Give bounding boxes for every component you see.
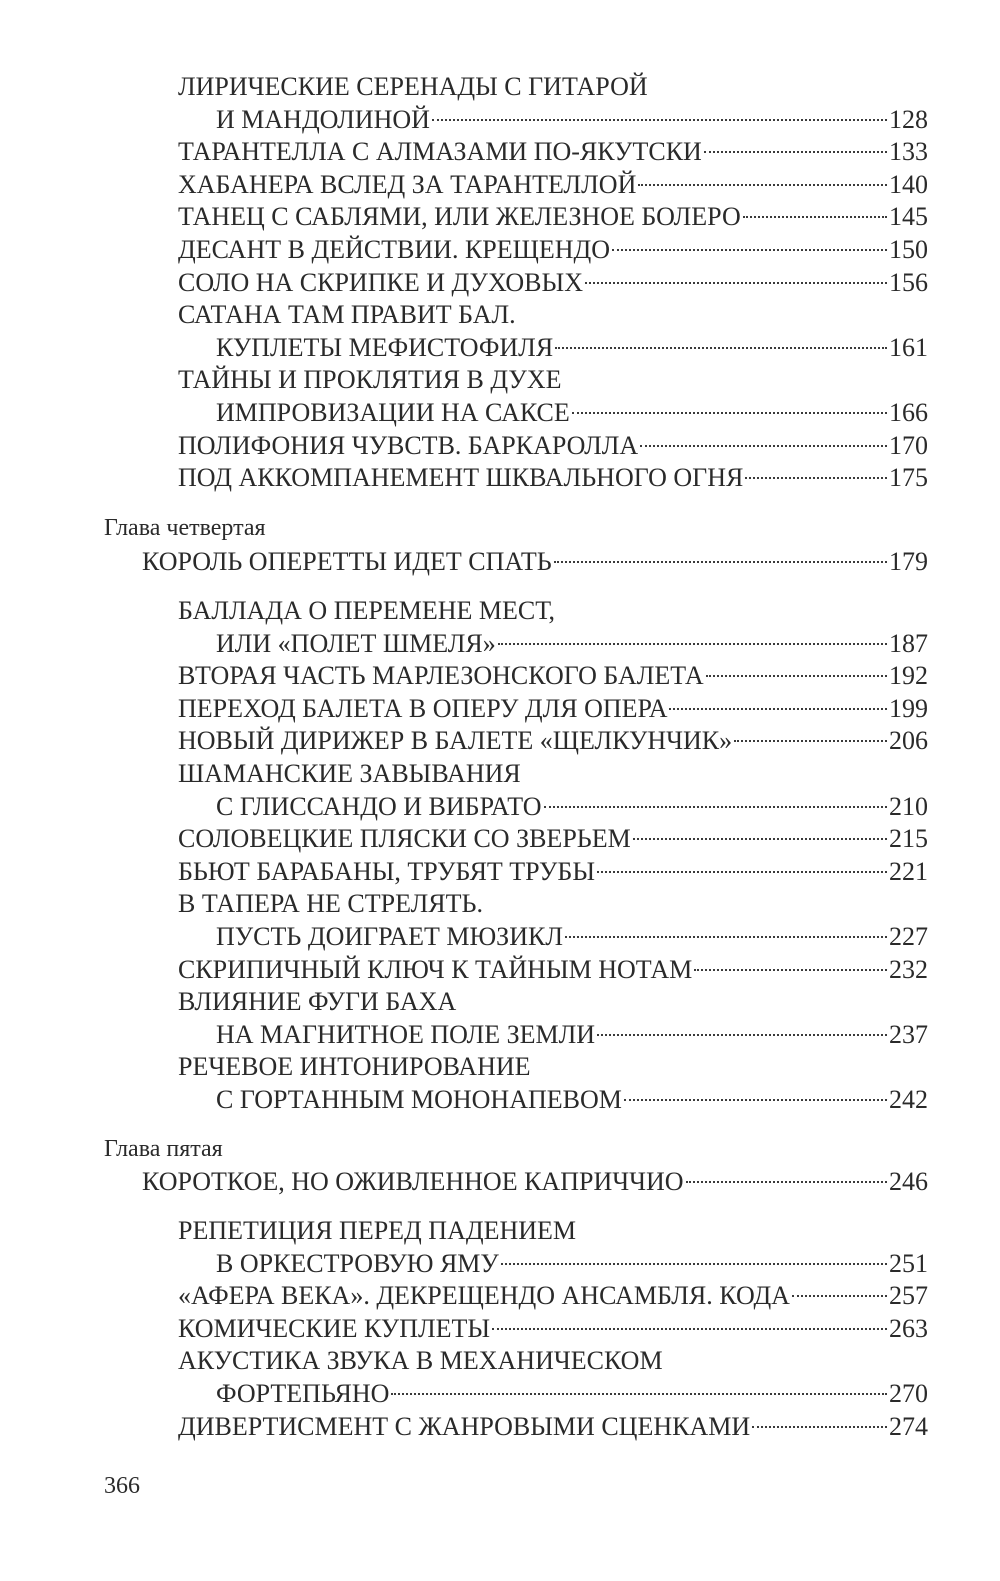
- toc-page-number: 170: [889, 430, 928, 460]
- dot-leader: [597, 1034, 887, 1036]
- dot-leader: [585, 282, 887, 284]
- toc-entry-title: ШАМАНСКИЕ ЗАВЫВАНИЯ: [178, 759, 521, 788]
- toc-entry-title: ВТОРАЯ ЧАСТЬ МАРЛЕЗОНСКОГО БАЛЕТА: [178, 661, 704, 691]
- dot-leader: [554, 561, 887, 563]
- toc-entry: [178, 953, 928, 987]
- toc-entry-title: ПУСТЬ ДОИГРАЕТ МЮЗИКЛ: [216, 922, 563, 951]
- toc-entry-title: ДИВЕРТИСМЕНТ С ЖАНРОВЫМИ СЦЕНКАМИ: [178, 1411, 751, 1441]
- toc-entry-title: РЕЧЕВОЕ ИНТОНИРОВАНИЕ: [178, 1052, 531, 1082]
- toc-entry-line: [178, 1214, 576, 1248]
- toc-entry: [216, 396, 928, 430]
- toc-page-number: 192: [889, 661, 928, 691]
- toc-entry-line: [178, 70, 648, 104]
- toc-entry-title: ТАНЕЦ С САБЛЯМИ, ИЛИ ЖЕЛЕЗНОЕ БОЛЕРО: [178, 202, 741, 232]
- toc-entry-title: ХАБАНЕРА ВСЛЕД ЗА ТАРАНТЕЛЛОЙ: [178, 169, 637, 199]
- dot-leader: [612, 249, 887, 251]
- dot-leader: [752, 1426, 887, 1428]
- toc-entry: [178, 1410, 928, 1444]
- toc-entry-title: ДЕСАНТ В ДЕЙСТВИИ. КРЕЩЕНДО: [178, 235, 611, 264]
- dot-leader: [501, 1263, 887, 1265]
- toc-page-number: 221: [889, 856, 928, 886]
- toc-entry: [216, 1018, 928, 1052]
- toc-entry-title: ПОД АККОМПАНЕМЕНТ ШКВАЛЬНОГО ОГНЯ: [178, 463, 744, 493]
- toc-entry-title: ИМПРОВИЗАЦИИ НА САКСЕ: [216, 398, 570, 427]
- toc-page-number: 166: [889, 398, 928, 427]
- toc-entry-title: «АФЕРА ВЕКА». ДЕКРЕЩЕНДО АНСАМБЛЯ. КОДА: [178, 1281, 790, 1311]
- toc-entry-line: [178, 887, 483, 921]
- toc-entry: [216, 790, 928, 824]
- toc-entry-line: [178, 594, 555, 628]
- toc-entry-line: [178, 1050, 531, 1084]
- toc-entry: [178, 855, 928, 889]
- dot-leader: [706, 675, 887, 677]
- toc-entry-title: ПЕРЕХОД БАЛЕТА В ОПЕРУ ДЛЯ ОПЕРА: [178, 693, 668, 723]
- toc-entry: [216, 1083, 928, 1117]
- toc-page-number: 227: [889, 922, 928, 951]
- toc-page-number: 133: [889, 137, 928, 167]
- toc-page-number: 187: [889, 628, 928, 658]
- toc-entry: [178, 429, 928, 463]
- toc-page-number: 156: [889, 267, 928, 297]
- toc-entry-title: АКУСТИКА ЗВУКА В МЕХАНИЧЕСКОМ: [178, 1346, 663, 1376]
- dot-leader: [633, 838, 887, 840]
- toc-entry-title: ИЛИ «ПОЛЕТ ШМЕЛЯ»: [216, 628, 496, 658]
- toc-entry-title: КУПЛЕТЫ МЕФИСТОФИЛЯ: [216, 332, 554, 362]
- toc-entry-title: ФОРТЕПЬЯНО: [216, 1379, 390, 1408]
- toc-entry: [178, 724, 928, 758]
- toc-entry: [216, 920, 928, 954]
- chapter-label: Глава пятая: [104, 1136, 223, 1162]
- toc-entry: [216, 627, 928, 661]
- toc-entry-title: КОМИЧЕСКИЕ КУПЛЕТЫ: [178, 1313, 491, 1343]
- toc-entry: [178, 822, 928, 856]
- toc-page-number: 215: [889, 824, 928, 854]
- page-number: 366: [104, 1473, 140, 1499]
- toc-entry-title: СКРИПИЧНЫЙ КЛЮЧ К ТАЙНЫМ НОТАМ: [178, 954, 693, 984]
- toc-entry: [178, 1312, 928, 1346]
- toc-page-number: 175: [889, 463, 928, 493]
- dot-leader: [745, 477, 887, 479]
- chapter-label: Глава четвертая: [104, 515, 266, 541]
- toc-page-number: 140: [889, 169, 928, 199]
- toc-entry: [178, 692, 928, 726]
- toc-entry: [178, 135, 928, 169]
- toc-entry: [216, 103, 928, 137]
- dot-leader: [743, 216, 887, 218]
- dot-leader: [669, 708, 887, 710]
- toc-page-number: 274: [889, 1411, 928, 1441]
- toc-entry-title: БЬЮТ БАРАБАНЫ, ТРУБЯТ ТРУБЫ: [178, 856, 596, 886]
- dot-leader: [432, 119, 887, 121]
- toc-entry-title: СОЛО НА СКРИПКЕ И ДУХОВЫХ: [178, 267, 583, 297]
- toc-entry: [142, 1165, 928, 1199]
- toc-entry: [216, 1247, 928, 1281]
- toc-entry-title: ТАРАНТЕЛЛА С АЛМАЗАМИ ПО-ЯКУТСКИ: [178, 137, 702, 167]
- toc-entry: [178, 461, 928, 495]
- dot-leader: [734, 740, 887, 742]
- toc-entry-title: ВЛИЯНИЕ ФУГИ БАХА: [178, 987, 457, 1017]
- toc-page-number: 237: [889, 1019, 928, 1049]
- toc-entry: [216, 1377, 928, 1411]
- toc-entry-title: КОРОЛЬ ОПЕРЕТТЫ ИДЕТ СПАТЬ: [142, 547, 552, 576]
- dot-leader: [638, 184, 887, 186]
- toc-entry: [142, 545, 928, 579]
- dot-leader: [640, 445, 887, 447]
- toc-page-number: 161: [889, 332, 928, 362]
- dot-leader: [597, 871, 887, 873]
- toc-entry-title: САТАНА ТАМ ПРАВИТ БАЛ.: [178, 300, 516, 330]
- toc-entry-title: С ГОРТАННЫМ МОНОНАПЕВОМ: [216, 1085, 622, 1114]
- toc-page-number: 270: [889, 1379, 928, 1408]
- toc-entry-title: В ОРКЕСТРОВУЮ ЯМУ: [216, 1248, 499, 1278]
- toc-entry-title: РЕПЕТИЦИЯ ПЕРЕД ПАДЕНИЕМ: [178, 1216, 577, 1245]
- dot-leader: [686, 1181, 887, 1183]
- dot-leader: [555, 347, 887, 349]
- toc-page-number: 145: [889, 202, 928, 232]
- toc-page-number: 263: [889, 1313, 928, 1343]
- toc-entry-line: [178, 757, 521, 791]
- toc-page-number: 251: [889, 1248, 928, 1278]
- toc-entry-line: [178, 363, 561, 397]
- toc-page-number: 232: [889, 954, 928, 984]
- dot-leader: [391, 1393, 887, 1395]
- toc-entry: [178, 659, 928, 693]
- toc-page-number: 150: [889, 235, 928, 264]
- toc-entry-title: ЛИРИЧЕСКИЕ СЕРЕНАДЫ С ГИТАРОЙ: [178, 72, 648, 101]
- toc-entry: [216, 331, 928, 365]
- toc-entry-title: ПОЛИФОНИЯ ЧУВСТВ. БАРКАРОЛЛА: [178, 430, 639, 460]
- dot-leader: [624, 1099, 887, 1101]
- toc-entry-title: БАЛЛАДА О ПЕРЕМЕНЕ МЕСТ,: [178, 596, 555, 625]
- toc-entry-title: И МАНДОЛИНОЙ: [216, 104, 430, 134]
- toc-entry-line: [178, 298, 516, 332]
- toc-page-number: 257: [889, 1281, 928, 1311]
- toc-page-number: 210: [889, 791, 928, 821]
- toc-entry: [178, 168, 928, 202]
- dot-leader: [498, 643, 887, 645]
- toc-page-number: 179: [889, 547, 928, 576]
- toc-page-number: 242: [889, 1085, 928, 1114]
- dot-leader: [544, 806, 887, 808]
- dot-leader: [565, 936, 887, 938]
- dot-leader: [572, 412, 887, 414]
- toc-entry: [178, 200, 928, 234]
- toc-page-number: 199: [889, 693, 928, 723]
- toc-page-number: 128: [889, 104, 928, 134]
- toc-entry-title: СОЛОВЕЦКИЕ ПЛЯСКИ СО ЗВЕРЬЕМ: [178, 824, 631, 854]
- toc-entry-line: [178, 985, 456, 1019]
- dot-leader: [694, 969, 887, 971]
- toc-page-number: 206: [889, 726, 928, 756]
- toc-entry-title: В ТАПЕРА НЕ СТРЕЛЯТЬ.: [178, 889, 483, 919]
- toc-entry-title: НА МАГНИТНОЕ ПОЛЕ ЗЕМЛИ: [216, 1019, 596, 1049]
- dot-leader: [492, 1328, 887, 1330]
- toc-entry: [178, 1279, 928, 1313]
- toc-entry: [178, 233, 928, 267]
- toc-entry-title: С ГЛИССАНДО И ВИБРАТО: [216, 791, 542, 821]
- toc-entry-title: ТАЙНЫ И ПРОКЛЯТИЯ В ДУХЕ: [178, 365, 562, 395]
- toc-entry-title: КОРОТКОЕ, НО ОЖИВЛЕННОЕ КАПРИЧЧИО: [142, 1167, 684, 1196]
- toc-entry: [178, 266, 928, 300]
- toc-entry-title: НОВЫЙ ДИРИЖЕР В БАЛЕТЕ «ЩЕЛКУНЧИК»: [178, 726, 733, 756]
- dot-leader: [704, 151, 887, 153]
- toc-entry-line: [178, 1344, 663, 1378]
- toc-page-number: 246: [889, 1167, 928, 1196]
- dot-leader: [792, 1295, 887, 1297]
